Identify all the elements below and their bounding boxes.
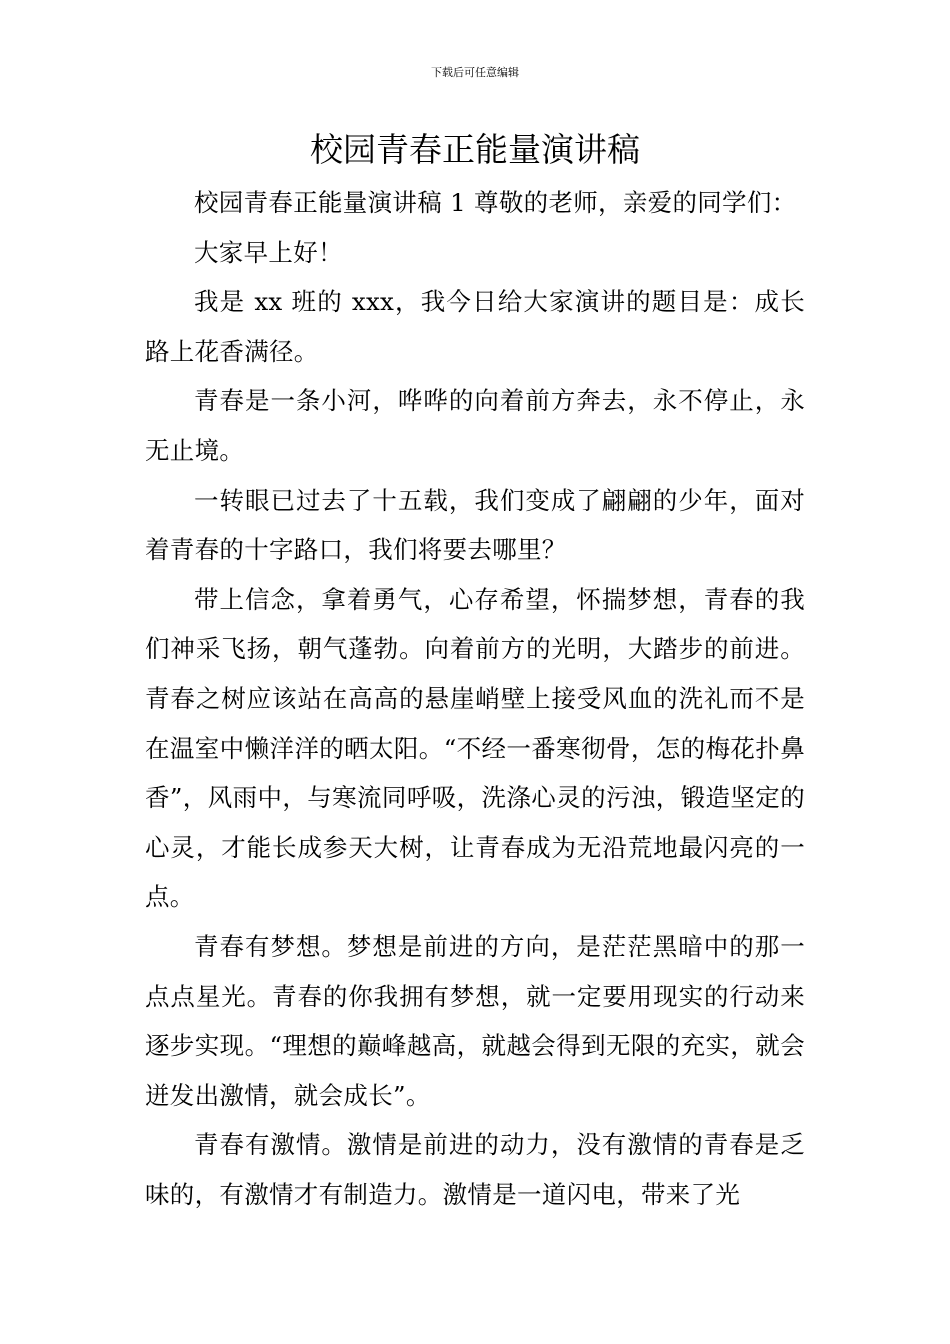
paragraph-intro: 我是 xx 班的 xxx，我今日给大家演讲的题目是：成长路上花香满径。 <box>145 287 805 366</box>
paragraph-greeting: 校园青春正能量演讲稿 1 尊敬的老师，亲爱的同学们： <box>194 188 797 217</box>
paragraph-crossroads: 一转眼已过去了十五载，我们变成了翩翩的少年，面对着青春的十字路口，我们将要去哪里？ <box>145 485 805 565</box>
paragraph-good-morning: 大家早上好！ <box>194 237 343 267</box>
document-title: 校园青春正能量演讲稿 <box>310 130 640 169</box>
document-body <box>145 178 805 1219</box>
paragraph-passion: 青春有激情。激情是前进的动力，没有激情的青春是乏味的，有激情才有制造力。激情是一道闪电，带来了光 <box>145 1130 805 1209</box>
paragraph-belief: 带上信念，拿着勇气，心存希望，怀揣梦想，青春的我们神采飞扬，朝气蓬勃。向着前方的光明，大踏步的前进。青春之树应该站在高高的悬崖峭壁上接受风血的洗礼而不是在温室中懒洋洋的晒太阳。“不经一番寒彻骨，怎的梅花扑鼻香”，风雨中，与寒流同呼吸，洗涤心灵的污浊，锻造坚定的心灵，才能长成参天大树，让青春成为无沿荒地最闪亮的一点。 <box>145 584 805 912</box>
paragraph-river: 青春是一条小河，哗哗的向着前方奔去，永不停止，永无止境。 <box>145 386 805 465</box>
header-note: 下载后可任意编辑 <box>431 66 519 79</box>
paragraph-dream: 青春有梦想。梦想是前进的方向，是茫茫黑暗中的那一点点星光。青春的你我拥有梦想，就一定要用现实的行动来逐步实现。“理想的巅峰越高，就越会得到无限的充实，就会迸发出激情，就会成长”。 <box>145 931 805 1110</box>
